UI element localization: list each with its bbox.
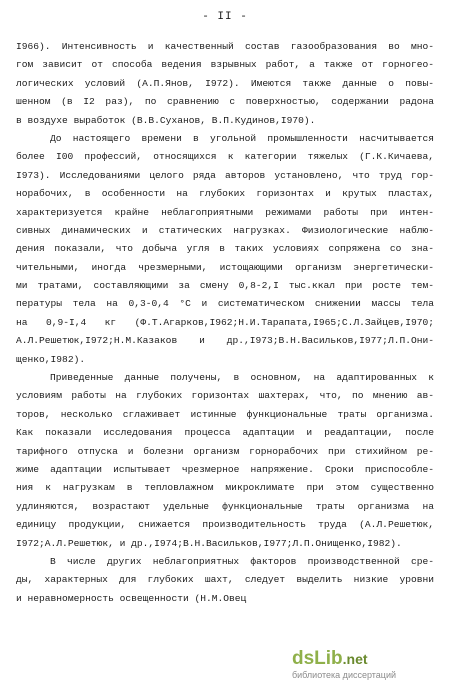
text-line: I973). Исследованиями целого ряда авторов установлено, что труд гор-	[16, 169, 434, 181]
text-line: гом зависит от способа ведения взрывных работ, а также от горногео-	[16, 59, 434, 71]
text-line: А.Л.Решетюк,I972;Н.М.Казаков и др.,I973;В.Н.Васильков,I977;Л.П.Они-	[16, 335, 434, 347]
text-line: характеризуется крайне неблагоприятными режимами работы при интен-	[16, 206, 434, 218]
text-line: I966). Интенсивность и качественный состав газообразования во мно-	[16, 41, 434, 52]
text-line: щенко,I982).	[16, 353, 86, 365]
paragraph	[16, 38, 434, 130]
paragraph	[16, 553, 434, 608]
paragraph	[16, 369, 434, 553]
paragraph	[16, 130, 434, 369]
text-line: на 0,9-I,4 кг (Ф.Т.Агарков,I962;Н.И.Тарапата,I965;С.Л.Зайцев,I970;	[16, 316, 434, 328]
text-line: шенном (в I2 раз), по сравнению с поверхностью, содержании радона	[16, 96, 434, 108]
text-line: чительными, иногда чрезмерными, истощающими организм энергетически-	[16, 261, 434, 273]
text-line: пературы тела на 0,3-0,4 °С и систематическом снижении массы тела	[16, 298, 434, 310]
dslib-watermark	[292, 648, 442, 682]
text-line: более I00 профессий, относящихся к категории тяжелых (Г.К.Кичаева,	[16, 151, 434, 163]
text-line: торов, несколько сглаживает истинные функциональные траты организма.	[16, 408, 434, 420]
text-line: Как показали исследования процесса адаптации и реадаптации, после	[16, 427, 434, 439]
page-number: - II -	[202, 11, 248, 23]
text-line: Приведенные данные получены, в основном, на адаптированных к	[50, 372, 434, 384]
text-line: ния к нагрузкам в тепловлажном микроклимате при этом существенно	[16, 482, 434, 494]
document-body	[16, 38, 434, 608]
text-line: сивных динамических и статических нагрузках. Физиологические наблю-	[16, 224, 434, 236]
text-line: в воздухе выработок (В.В.Суханов, В.П.Кудинов,I970).	[16, 114, 316, 126]
text-line: единицу продукции, снижается производительность труда (А.Л.Решетюк,	[16, 519, 434, 531]
text-line: логических условий (А.П.Янов, I972). Имеются также данные о повы-	[16, 77, 434, 89]
text-line: ды, характерных для глубоких шахт, следует выделить низкие уровни	[16, 574, 434, 586]
text-line: условиям работы на глубоких горизонтах шахтерах, что, по мнению ав-	[16, 390, 434, 402]
text-line: I972;А.Л.Решетюк, и др.,I974;В.Н.Васильков,I977;Л.П.Онищенко,I982).	[16, 537, 402, 549]
text-line: До настоящего времени в угольной промышленности насчитывается	[50, 132, 434, 144]
text-line: жиме адаптации испытывает чрезмерное напряжение. Сроки приспособле-	[16, 463, 434, 475]
text-line: тарифного отпуска и болезни организм горнорабочих при стихийном ре-	[16, 445, 434, 457]
text-line: норабочих, в особенности на глубоких горизонтах и крутых пластах,	[16, 188, 434, 200]
text-line: В числе других неблагоприятных факторов производственной сре-	[50, 555, 434, 567]
text-line: дения показали, что добыча угля в таких условиях сопряжена со зна-	[16, 243, 434, 255]
watermark-logo: dsLib.net	[292, 648, 368, 669]
watermark-caption: библиотека диссертаций	[292, 670, 397, 680]
text-line: и неравномерность освещенности (Н.М.Овец	[16, 592, 247, 604]
text-line: ми тратами, составляющими за смену 0,8-2,I тыс.ккал при росте тем-	[16, 280, 434, 292]
text-line: удлиняются, возрастают удельные функциональные траты организма на	[16, 500, 434, 512]
